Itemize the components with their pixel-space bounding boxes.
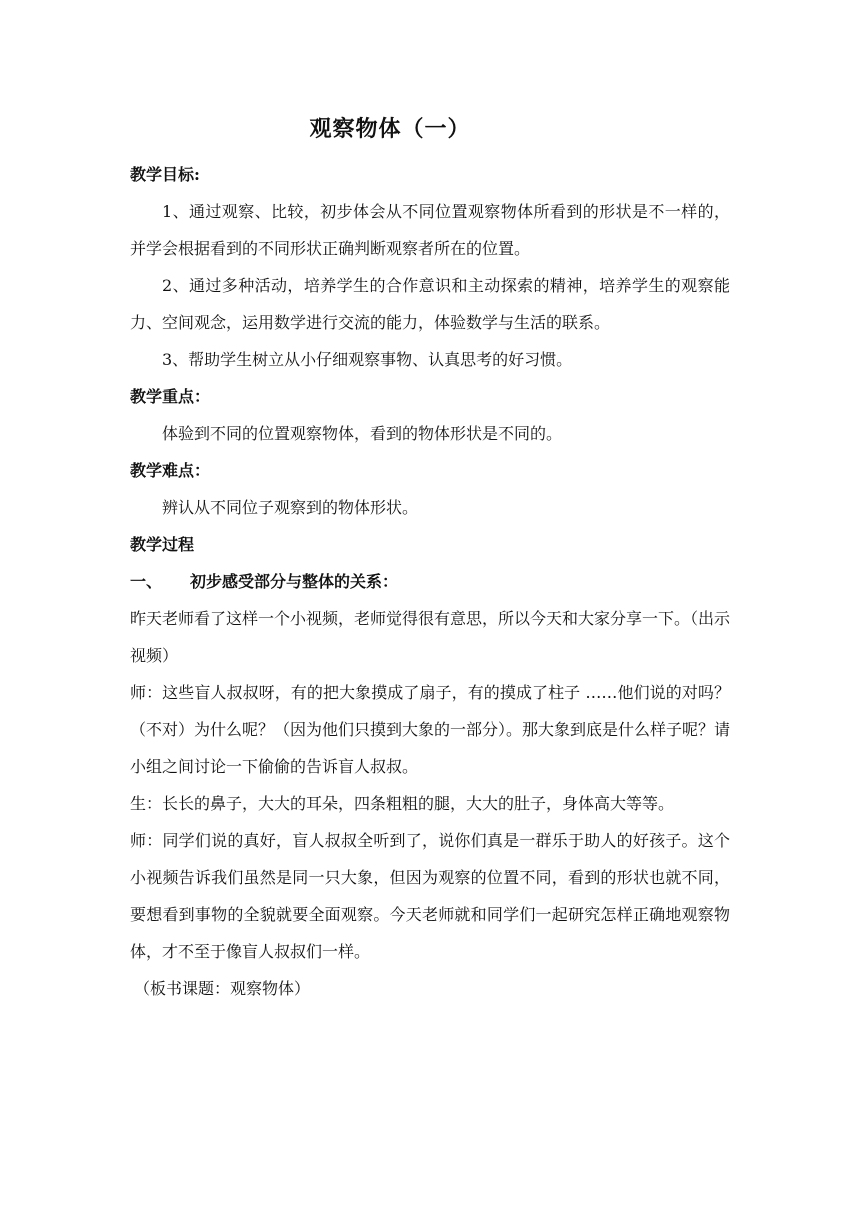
section-1-title: 初步感受部分与整体的关系： [190, 572, 399, 591]
objective-item-2: 2、通过多种活动，培养学生的合作意识和主动探索的精神，培养学生的观察能力、空间观念，运用数学进行交流的能力，体验数学与生活的联系。 [130, 276, 730, 332]
section-1-paragraph-1: 昨天老师看了这样一个小视频，老师觉得很有意思，所以今天和大家分享一下。（出示视频） [130, 609, 731, 665]
objective-item-1: 1、通过观察、比较，初步体会从不同位置观察物体所看到的形状是不一样的，并学会根据看到的不同形状正确判断观察者所在的位置。 [130, 202, 730, 258]
document-title: 观察物体（一） [309, 116, 471, 142]
section-1-number: 一、 [130, 572, 163, 591]
objectives-heading: 教学目标: [130, 165, 200, 184]
key-point-text: 体验到不同的位置观察物体，看到的物体形状是不同的。 [162, 424, 563, 443]
section-1-paragraph-2: 师：这些盲人叔叔呀，有的把大象摸成了扇子，有的摸成了柱子 ……他们说的对吗？（不对）为什么呢？（因为他们只摸到大象的一部分）。那大象到底是什么样子呢？请小组之间讨论一下偷偷的告诉盲人叔叔。 [130, 683, 731, 776]
difficulty-heading: 教学难点： [130, 461, 211, 480]
section-1-paragraph-3: 生：长长的鼻子，大大的耳朵，四条粗粗的腿，大大的肚子，身体高大等等。 [130, 794, 675, 813]
section-1-heading [130, 563, 730, 600]
difficulty-text: 辨认从不同位子观察到的物体形状。 [162, 498, 419, 517]
key-point-heading: 教学重点： [130, 387, 211, 406]
objective-item-3: 3、帮助学生树立从小仔细观察事物、认真思考的好习惯。 [162, 350, 573, 369]
document-body [130, 156, 730, 1007]
board-note: （板书课题：观察物体） [134, 979, 311, 998]
section-1-paragraph-4: 师：同学们说的真好，盲人叔叔全听到了，说你们真是一群乐于助人的好孩子。这个小视频告诉我们虽然是同一只大象，但因为观察的位置不同，看到的形状也就不同，要想看到事物的全貌就要全面观察。今天老师就和同学们一起研究怎样正确地观察物体，才不至于像盲人叔叔们一样。 [130, 831, 730, 961]
process-heading: 教学过程 [130, 535, 195, 554]
